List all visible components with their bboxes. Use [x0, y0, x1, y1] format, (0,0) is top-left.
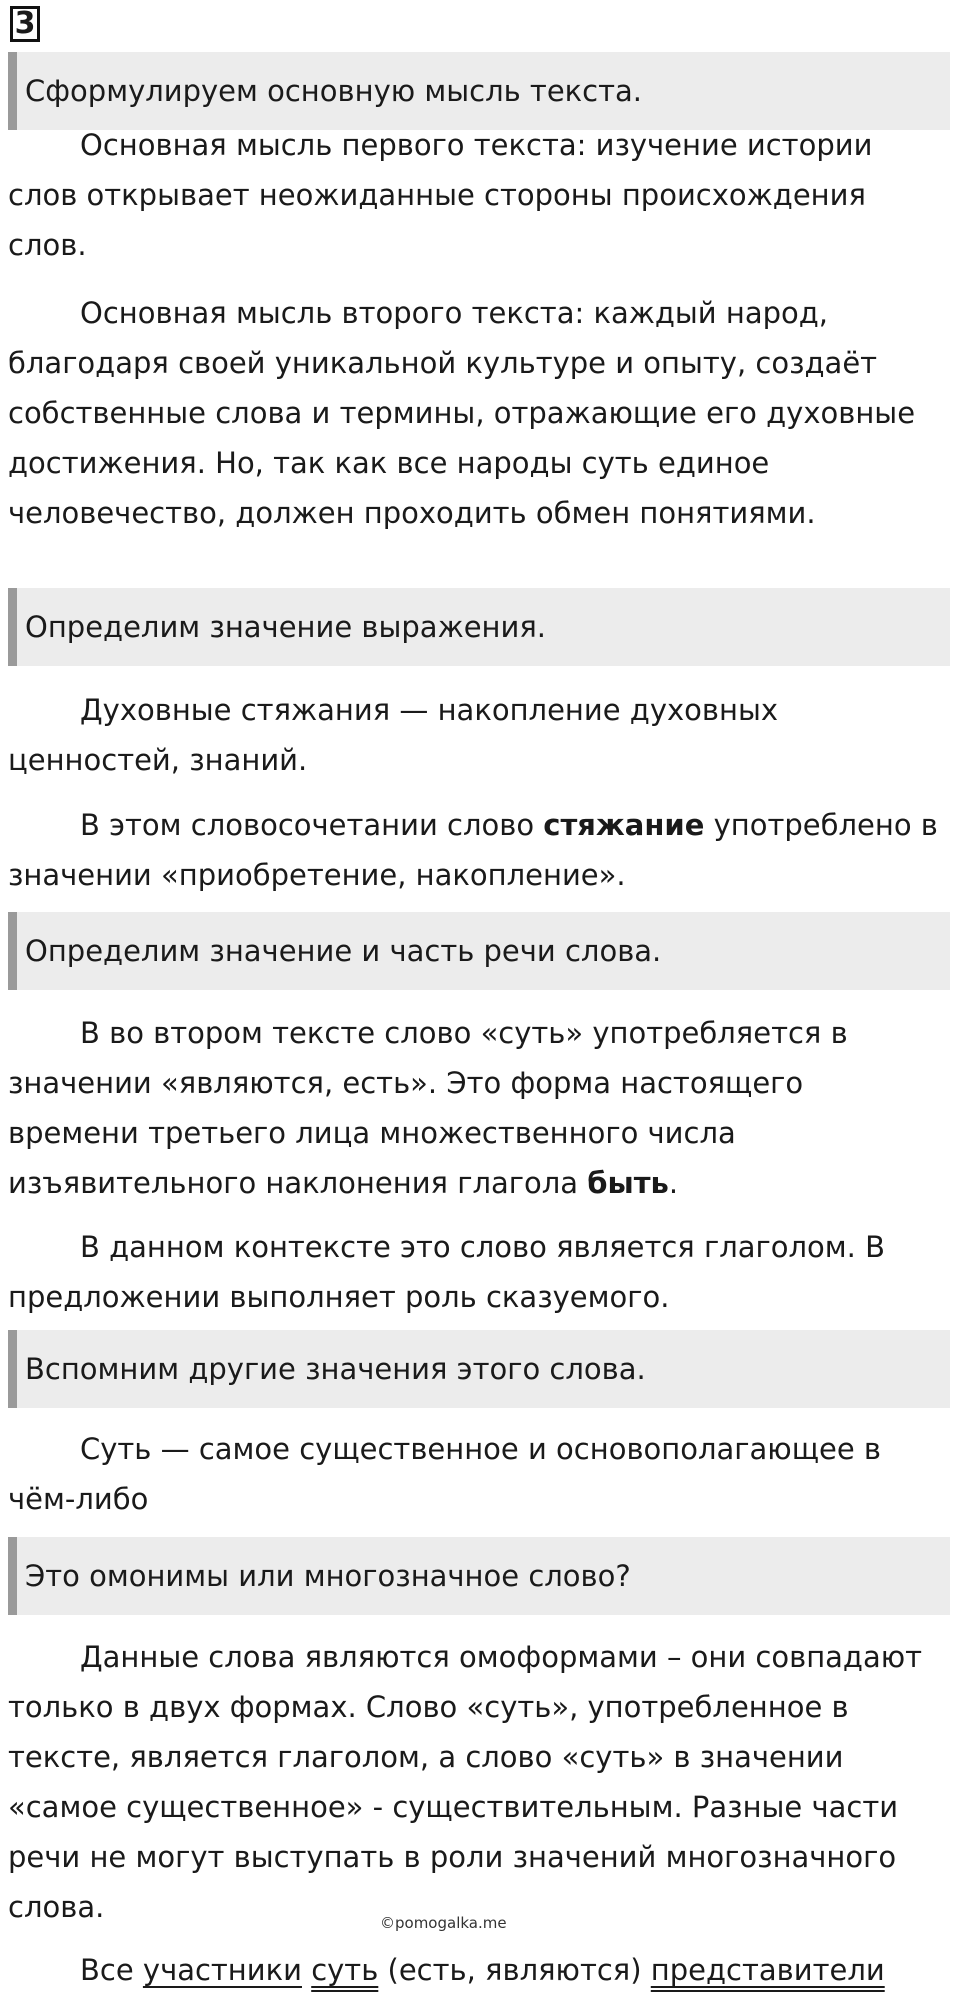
paragraph-text: Все: [80, 1953, 143, 1987]
paragraph-text: В во втором тексте слово «суть» употребляется в значении «являются, есть». Это форма настоящего времени третьего лица множественного числа изъявительного наклонения глагола: [8, 1016, 848, 1200]
paragraph-text: Основная мысль второго текста: каждый народ, благодаря своей уникальной культуре и опыту, создаёт собственные слова и термины, отражающие его духовные достижения. Но, так как все народы суть единое человечество, должен проходить обмен понятиями.: [8, 296, 916, 530]
paragraph: [8, 1632, 938, 1932]
paragraph: [8, 288, 938, 538]
underlined-word: участники: [142, 1953, 302, 1987]
paragraph-text: употреблено в значении «приобретение, накопление».: [8, 808, 938, 892]
paragraph: [8, 1008, 938, 1208]
double-underlined-word: представители: [650, 1953, 885, 1987]
section-header: Сформулируем основную мысль текста.: [8, 52, 950, 130]
section-header: Определим значение выражения.: [8, 588, 950, 666]
paragraph-text: В этом словосочетании слово: [80, 808, 544, 842]
paragraph: [8, 1424, 938, 1524]
watermark: ©pomogalka.me: [380, 1914, 507, 1932]
double-underlined-word: суть: [311, 1953, 379, 1987]
section-header: Вспомним другие значения этого слова.: [8, 1330, 950, 1408]
paragraph: [8, 1945, 938, 1995]
paragraph-text: (есть, являются): [378, 1953, 651, 1987]
section-header: Определим значение и часть речи слова.: [8, 912, 950, 990]
task-number-box: 3: [10, 6, 40, 42]
paragraph-text: Основная мысль первого текста: изучение истории слов открывает неожиданные стороны происхождения слов.: [8, 128, 873, 262]
paragraph: [8, 1222, 938, 1322]
section-header: Это омонимы или многозначное слово?: [8, 1537, 950, 1615]
paragraph-text: В данном контексте это слово является глаголом. В предложении выполняет роль сказуемого.: [8, 1230, 885, 1314]
paragraph: [8, 685, 938, 785]
paragraph: [8, 800, 938, 900]
paragraph-text: Данные слова являются омоформами – они совпадают только в двух формах. Слово «суть», употребленное в тексте, является глаголом, а слово «суть» в значении «самое существенное» - существительным. Разные части речи не могут выступать в роли значений многозначного слова.: [8, 1640, 923, 1924]
bold-term: быть: [587, 1166, 669, 1200]
paragraph-text: .: [668, 1166, 679, 1200]
paragraph: [8, 120, 938, 270]
bold-term: стяжание: [543, 808, 705, 842]
paragraph-text: Суть — самое существенное и основополагающее в чём-либо: [8, 1432, 882, 1516]
paragraph-text: Духовные стяжания — накопление духовных ценностей, знаний.: [8, 693, 779, 777]
paragraph-text: [302, 1953, 311, 1987]
